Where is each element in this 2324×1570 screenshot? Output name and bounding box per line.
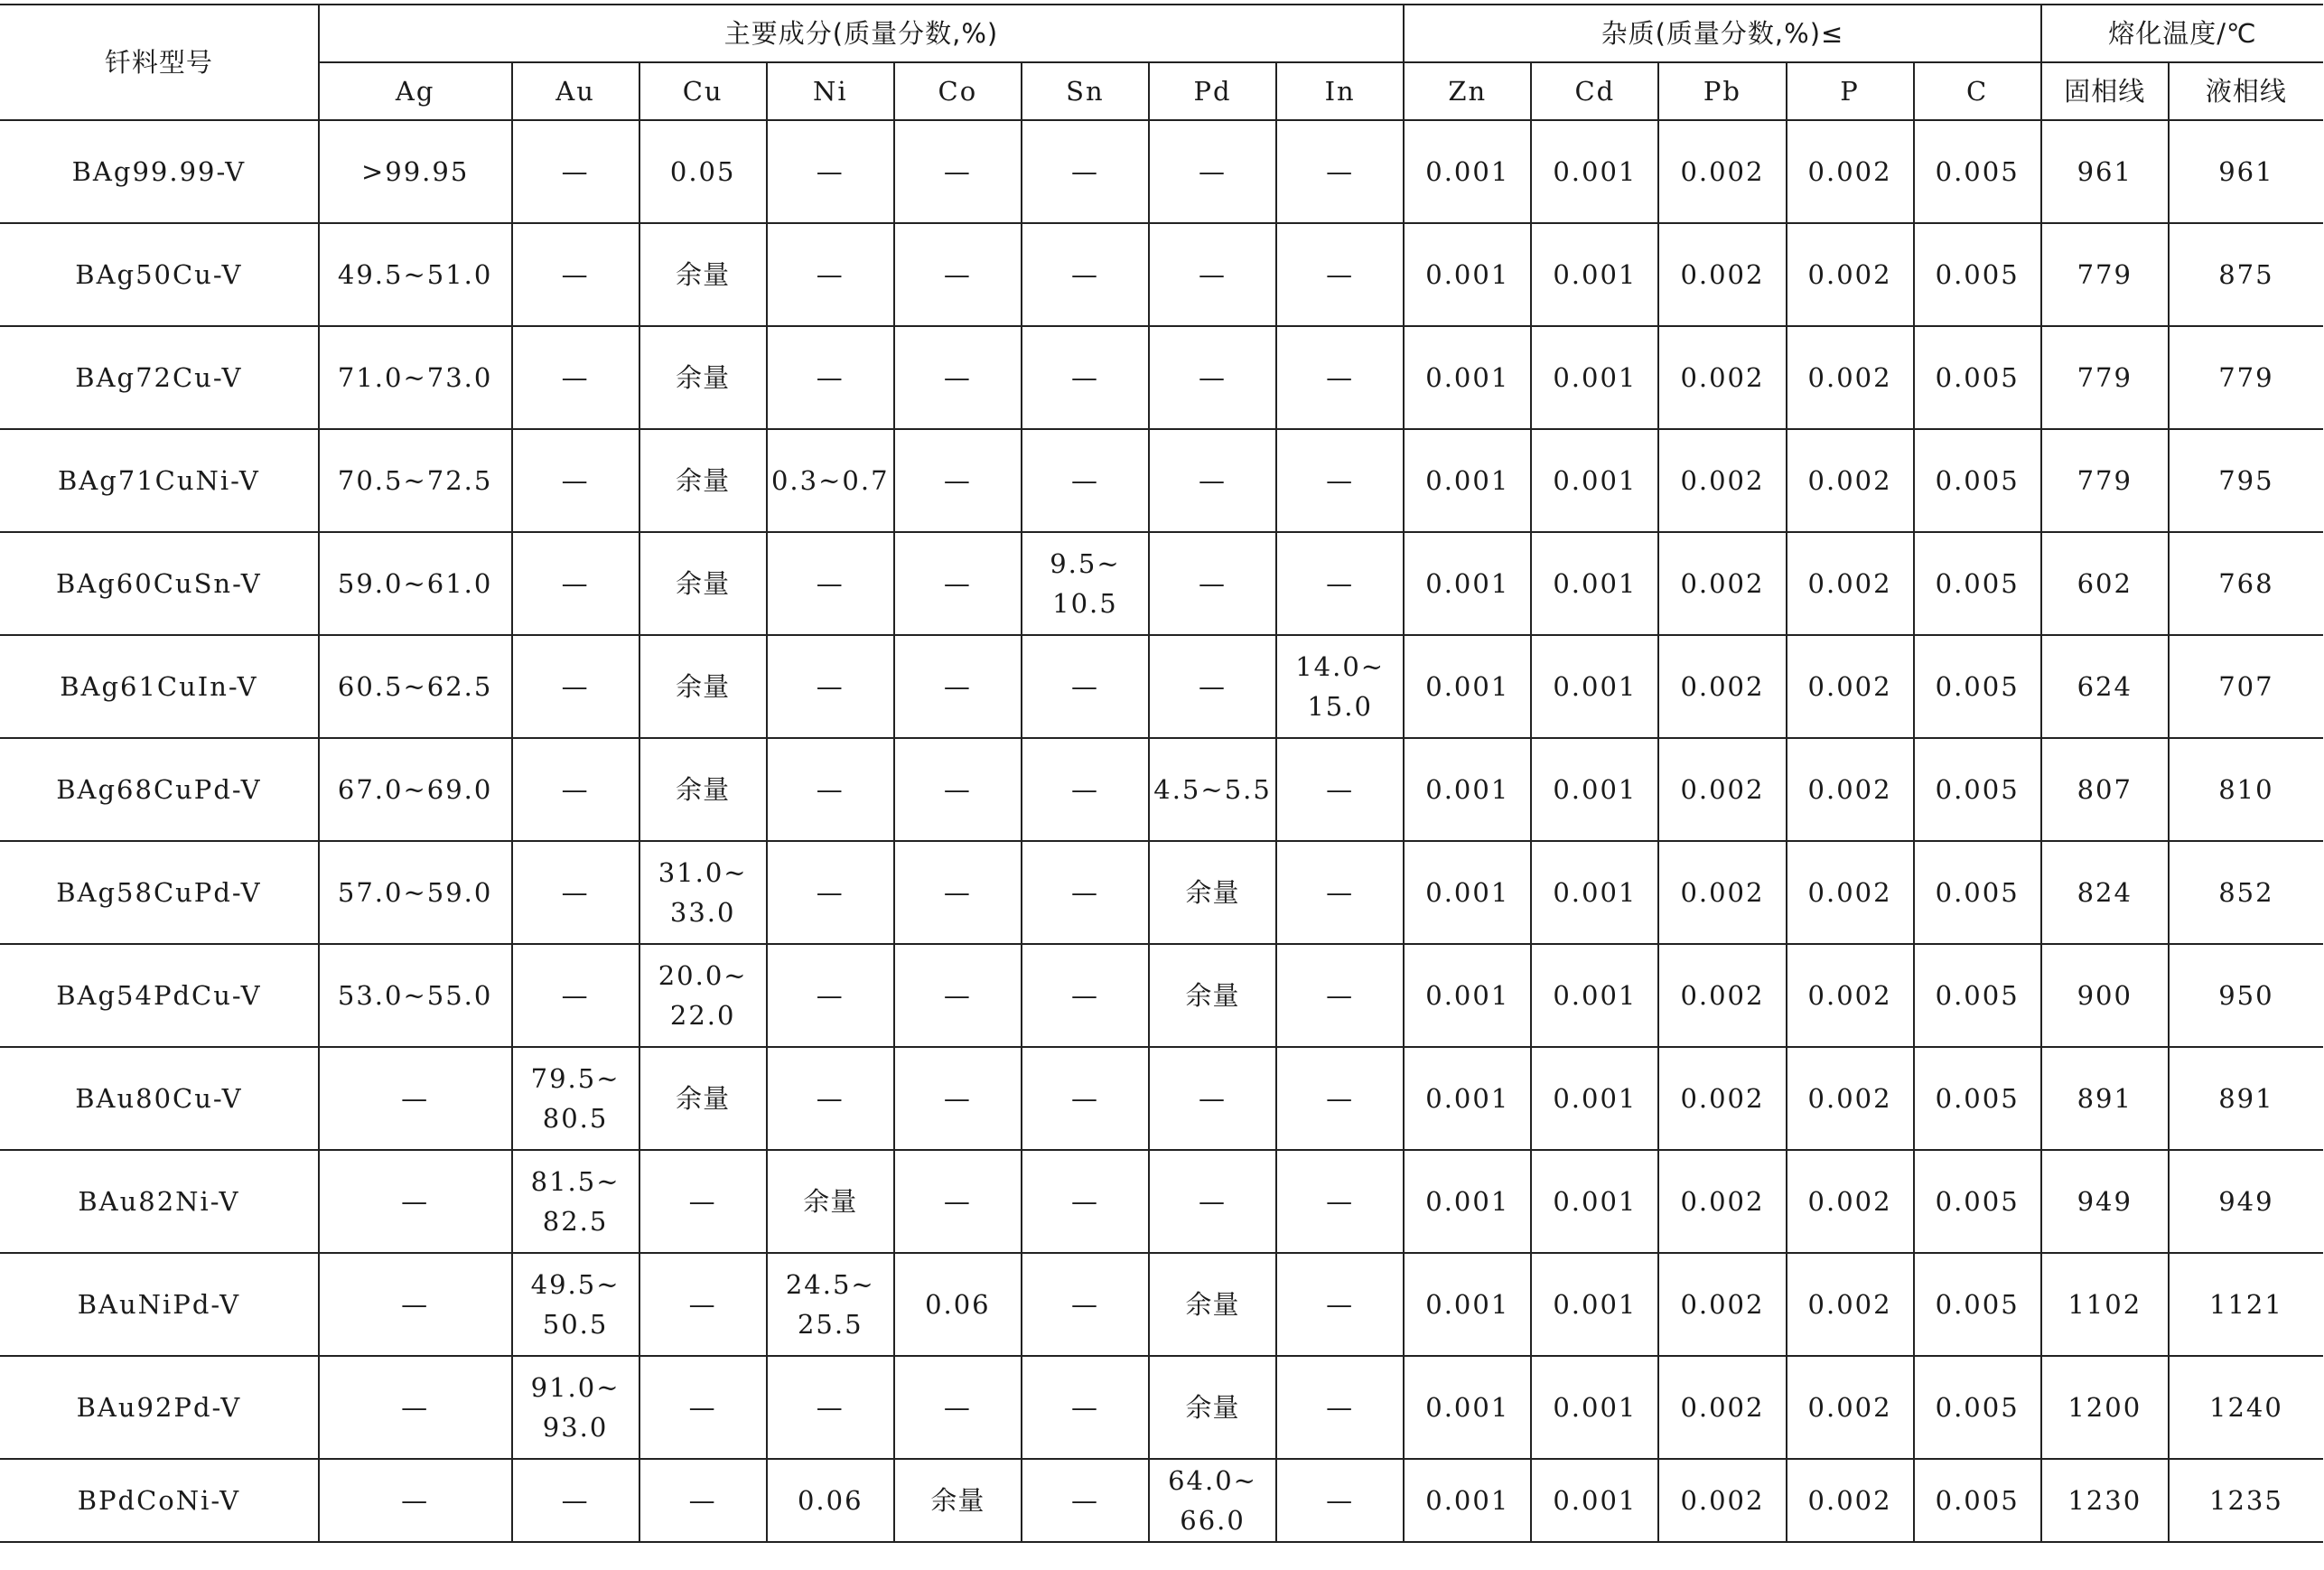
cell-liquidus: 768 [2169, 532, 2323, 635]
cell-au: — [512, 944, 639, 1047]
cell-sn: — [1022, 1356, 1149, 1459]
cell-sn: — [1022, 1047, 1149, 1150]
cell-p: 0.002 [1787, 1047, 1914, 1150]
table-row [0, 1356, 2323, 1459]
cell-solidus: 900 [2041, 944, 2169, 1047]
cell-pb: 0.002 [1658, 1047, 1786, 1150]
cell-liquidus: 795 [2169, 429, 2323, 532]
cell-cd: 0.001 [1531, 120, 1658, 223]
cell-cu: 20.0~22.0 [639, 944, 767, 1047]
cell-pd: 余量 [1149, 944, 1276, 1047]
header-row-columns [0, 62, 2323, 120]
cell-sn: — [1022, 1459, 1149, 1542]
cell-p: 0.002 [1787, 944, 1914, 1047]
cell-pd: — [1149, 1150, 1276, 1253]
cell-pd: — [1149, 1047, 1276, 1150]
cell-ag: 53.0~55.0 [319, 944, 512, 1047]
header-col-liquidus: 液相线 [2169, 62, 2323, 120]
cell-pb: 0.002 [1658, 1150, 1786, 1253]
header-col-pd: Pd [1149, 62, 1276, 120]
table-row [0, 1150, 2323, 1253]
cell-ag: >99.95 [319, 120, 512, 223]
cell-zn: 0.001 [1404, 944, 1531, 1047]
cell-liquidus: 779 [2169, 326, 2323, 429]
cell-ag: — [319, 1150, 512, 1253]
cell-cd: 0.001 [1531, 223, 1658, 326]
cell-pd: — [1149, 635, 1276, 738]
cell-zn: 0.001 [1404, 1356, 1531, 1459]
header-col-ni: Ni [767, 62, 894, 120]
header-col-au: Au [512, 62, 639, 120]
cell-au: 91.0~93.0 [512, 1356, 639, 1459]
cell-ni: — [767, 841, 894, 944]
cell-sn: 9.5~10.5 [1022, 532, 1149, 635]
cell-co: — [894, 326, 1022, 429]
cell-c: 0.005 [1914, 1356, 2041, 1459]
cell-cd: 0.001 [1531, 1253, 1658, 1356]
cell-model: BAg54PdCu-V [0, 944, 319, 1047]
table-row [0, 944, 2323, 1047]
cell-p: 0.002 [1787, 120, 1914, 223]
cell-in: — [1276, 738, 1404, 841]
cell-liquidus: 1121 [2169, 1253, 2323, 1356]
cell-cd: 0.001 [1531, 944, 1658, 1047]
cell-ni: 24.5~25.5 [767, 1253, 894, 1356]
cell-zn: 0.001 [1404, 1047, 1531, 1150]
cell-zn: 0.001 [1404, 120, 1531, 223]
cell-sn: — [1022, 738, 1149, 841]
cell-co: — [894, 944, 1022, 1047]
table-row [0, 532, 2323, 635]
cell-model: BAg72Cu-V [0, 326, 319, 429]
header-col-in: In [1276, 62, 1404, 120]
cell-au: — [512, 635, 639, 738]
cell-au: — [512, 326, 639, 429]
cell-p: 0.002 [1787, 429, 1914, 532]
cell-liquidus: 1235 [2169, 1459, 2323, 1542]
cell-pd: 4.5~5.5 [1149, 738, 1276, 841]
cell-c: 0.005 [1914, 1047, 2041, 1150]
cell-solidus: 949 [2041, 1150, 2169, 1253]
cell-ag: 60.5~62.5 [319, 635, 512, 738]
cell-p: 0.002 [1787, 326, 1914, 429]
cell-in: — [1276, 532, 1404, 635]
cell-sn: — [1022, 429, 1149, 532]
cell-c: 0.005 [1914, 532, 2041, 635]
cell-in: — [1276, 1253, 1404, 1356]
cell-p: 0.002 [1787, 532, 1914, 635]
cell-ag: 70.5~72.5 [319, 429, 512, 532]
cell-cd: 0.001 [1531, 738, 1658, 841]
cell-zn: 0.001 [1404, 429, 1531, 532]
cell-pd: 余量 [1149, 1356, 1276, 1459]
cell-c: 0.005 [1914, 120, 2041, 223]
header-col-ag: Ag [319, 62, 512, 120]
cell-in: 14.0~15.0 [1276, 635, 1404, 738]
cell-pb: 0.002 [1658, 944, 1786, 1047]
cell-zn: 0.001 [1404, 223, 1531, 326]
table-row [0, 738, 2323, 841]
cell-cd: 0.001 [1531, 1047, 1658, 1150]
cell-sn: — [1022, 1253, 1149, 1356]
cell-pd: — [1149, 223, 1276, 326]
cell-solidus: 961 [2041, 120, 2169, 223]
cell-model: BPdCoNi-V [0, 1459, 319, 1542]
table-row [0, 326, 2323, 429]
cell-cu: 31.0~33.0 [639, 841, 767, 944]
cell-c: 0.005 [1914, 326, 2041, 429]
cell-cu: 余量 [639, 532, 767, 635]
cell-cd: 0.001 [1531, 1150, 1658, 1253]
cell-ni: — [767, 1356, 894, 1459]
cell-ag: 71.0~73.0 [319, 326, 512, 429]
cell-au: — [512, 429, 639, 532]
cell-liquidus: 852 [2169, 841, 2323, 944]
header-melting-temp: 熔化温度/℃ [2041, 5, 2323, 62]
cell-solidus: 779 [2041, 223, 2169, 326]
cell-cd: 0.001 [1531, 841, 1658, 944]
cell-au: — [512, 738, 639, 841]
header-col-cd: Cd [1531, 62, 1658, 120]
table-row [0, 841, 2323, 944]
cell-solidus: 1230 [2041, 1459, 2169, 1542]
cell-pd: — [1149, 120, 1276, 223]
cell-sn: — [1022, 1150, 1149, 1253]
cell-in: — [1276, 1150, 1404, 1253]
cell-zn: 0.001 [1404, 1150, 1531, 1253]
cell-ni: — [767, 635, 894, 738]
header-col-p: P [1787, 62, 1914, 120]
cell-pb: 0.002 [1658, 532, 1786, 635]
cell-zn: 0.001 [1404, 738, 1531, 841]
cell-c: 0.005 [1914, 738, 2041, 841]
cell-zn: 0.001 [1404, 1459, 1531, 1542]
table-row [0, 120, 2323, 223]
cell-c: 0.005 [1914, 841, 2041, 944]
cell-cu: 余量 [639, 1047, 767, 1150]
cell-sn: — [1022, 944, 1149, 1047]
cell-cu: 余量 [639, 635, 767, 738]
cell-co: — [894, 1047, 1022, 1150]
cell-au: — [512, 532, 639, 635]
cell-ni: — [767, 738, 894, 841]
cell-pb: 0.002 [1658, 635, 1786, 738]
cell-liquidus: 707 [2169, 635, 2323, 738]
cell-co: — [894, 635, 1022, 738]
cell-p: 0.002 [1787, 1459, 1914, 1542]
cell-au: — [512, 841, 639, 944]
cell-c: 0.005 [1914, 429, 2041, 532]
cell-c: 0.005 [1914, 1150, 2041, 1253]
table-row [0, 635, 2323, 738]
cell-liquidus: 810 [2169, 738, 2323, 841]
cell-ag: — [319, 1356, 512, 1459]
cell-liquidus: 950 [2169, 944, 2323, 1047]
cell-co: — [894, 223, 1022, 326]
cell-sn: — [1022, 120, 1149, 223]
cell-c: 0.005 [1914, 1459, 2041, 1542]
cell-p: 0.002 [1787, 1150, 1914, 1253]
cell-cu: 余量 [639, 738, 767, 841]
cell-ni: 0.06 [767, 1459, 894, 1542]
cell-co: 0.06 [894, 1253, 1022, 1356]
cell-sn: — [1022, 326, 1149, 429]
cell-au: 79.5~80.5 [512, 1047, 639, 1150]
cell-zn: 0.001 [1404, 1253, 1531, 1356]
cell-cu: 余量 [639, 223, 767, 326]
cell-zn: 0.001 [1404, 532, 1531, 635]
cell-p: 0.002 [1787, 223, 1914, 326]
cell-solidus: 1102 [2041, 1253, 2169, 1356]
header-col-c: C [1914, 62, 2041, 120]
table-row [0, 429, 2323, 532]
cell-pd: 64.0~66.0 [1149, 1459, 1276, 1542]
cell-cd: 0.001 [1531, 326, 1658, 429]
cell-co: — [894, 429, 1022, 532]
header-impurities: 杂质(质量分数,%)≤ [1404, 5, 2041, 62]
cell-zn: 0.001 [1404, 841, 1531, 944]
cell-in: — [1276, 429, 1404, 532]
cell-pd: — [1149, 326, 1276, 429]
cell-pb: 0.002 [1658, 1356, 1786, 1459]
cell-cd: 0.001 [1531, 1459, 1658, 1542]
cell-c: 0.005 [1914, 223, 2041, 326]
header-col-cu: Cu [639, 62, 767, 120]
cell-pd: — [1149, 429, 1276, 532]
cell-cu: — [639, 1150, 767, 1253]
cell-solidus: 779 [2041, 326, 2169, 429]
cell-solidus: 807 [2041, 738, 2169, 841]
cell-sn: — [1022, 841, 1149, 944]
cell-ag: 59.0~61.0 [319, 532, 512, 635]
cell-model: BAg61CuIn-V [0, 635, 319, 738]
header-model: 钎料型号 [0, 5, 319, 120]
cell-model: BAg99.99-V [0, 120, 319, 223]
cell-ag: — [319, 1459, 512, 1542]
cell-ni: — [767, 120, 894, 223]
cell-model: BAuNiPd-V [0, 1253, 319, 1356]
header-col-sn: Sn [1022, 62, 1149, 120]
cell-c: 0.005 [1914, 1253, 2041, 1356]
cell-sn: — [1022, 635, 1149, 738]
cell-cd: 0.001 [1531, 1356, 1658, 1459]
cell-pb: 0.002 [1658, 1459, 1786, 1542]
cell-pb: 0.002 [1658, 738, 1786, 841]
cell-au: — [512, 223, 639, 326]
cell-c: 0.005 [1914, 635, 2041, 738]
header-col-co: Co [894, 62, 1022, 120]
brazing-alloy-table [0, 4, 2323, 1543]
header-col-zn: Zn [1404, 62, 1531, 120]
cell-model: BAg58CuPd-V [0, 841, 319, 944]
cell-model: BAu82Ni-V [0, 1150, 319, 1253]
cell-ni: — [767, 326, 894, 429]
cell-model: BAg60CuSn-V [0, 532, 319, 635]
cell-zn: 0.001 [1404, 326, 1531, 429]
cell-solidus: 624 [2041, 635, 2169, 738]
cell-model: BAg68CuPd-V [0, 738, 319, 841]
cell-co: — [894, 841, 1022, 944]
cell-solidus: 824 [2041, 841, 2169, 944]
cell-pb: 0.002 [1658, 841, 1786, 944]
cell-ag: — [319, 1253, 512, 1356]
header-col-pb: Pb [1658, 62, 1786, 120]
cell-pd: 余量 [1149, 841, 1276, 944]
cell-p: 0.002 [1787, 1356, 1914, 1459]
cell-co: — [894, 120, 1022, 223]
header-main-components: 主要成分(质量分数,%) [319, 5, 1404, 62]
table-body [0, 120, 2323, 1542]
cell-model: BAg50Cu-V [0, 223, 319, 326]
cell-liquidus: 961 [2169, 120, 2323, 223]
cell-model: BAu80Cu-V [0, 1047, 319, 1150]
cell-in: — [1276, 1047, 1404, 1150]
cell-in: — [1276, 1356, 1404, 1459]
cell-liquidus: 1240 [2169, 1356, 2323, 1459]
cell-pb: 0.002 [1658, 429, 1786, 532]
header-row-groups [0, 5, 2323, 62]
table-row [0, 223, 2323, 326]
cell-ni: — [767, 1047, 894, 1150]
cell-pd: 余量 [1149, 1253, 1276, 1356]
cell-pd: — [1149, 532, 1276, 635]
cell-co: 余量 [894, 1459, 1022, 1542]
cell-in: — [1276, 944, 1404, 1047]
cell-liquidus: 891 [2169, 1047, 2323, 1150]
cell-p: 0.002 [1787, 635, 1914, 738]
cell-solidus: 779 [2041, 429, 2169, 532]
cell-solidus: 602 [2041, 532, 2169, 635]
cell-cd: 0.001 [1531, 635, 1658, 738]
cell-cd: 0.001 [1531, 429, 1658, 532]
cell-ag: 49.5~51.0 [319, 223, 512, 326]
cell-p: 0.002 [1787, 738, 1914, 841]
table-header [0, 5, 2323, 120]
cell-ag: — [319, 1047, 512, 1150]
cell-sn: — [1022, 223, 1149, 326]
cell-in: — [1276, 1459, 1404, 1542]
cell-ni: — [767, 532, 894, 635]
cell-zn: 0.001 [1404, 635, 1531, 738]
cell-cd: 0.001 [1531, 532, 1658, 635]
cell-in: — [1276, 223, 1404, 326]
cell-pb: 0.002 [1658, 1253, 1786, 1356]
cell-ni: — [767, 944, 894, 1047]
cell-pb: 0.002 [1658, 326, 1786, 429]
cell-cu: 0.05 [639, 120, 767, 223]
cell-au: — [512, 120, 639, 223]
cell-p: 0.002 [1787, 841, 1914, 944]
cell-in: — [1276, 120, 1404, 223]
table-row [0, 1253, 2323, 1356]
cell-liquidus: 875 [2169, 223, 2323, 326]
cell-solidus: 1200 [2041, 1356, 2169, 1459]
cell-au: 81.5~82.5 [512, 1150, 639, 1253]
cell-pb: 0.002 [1658, 223, 1786, 326]
cell-p: 0.002 [1787, 1253, 1914, 1356]
cell-cu: — [639, 1356, 767, 1459]
cell-ni: 0.3~0.7 [767, 429, 894, 532]
brazing-alloy-table-container [0, 4, 2323, 1543]
cell-cu: 余量 [639, 326, 767, 429]
table-row [0, 1047, 2323, 1150]
cell-co: — [894, 1356, 1022, 1459]
cell-model: BAu92Pd-V [0, 1356, 319, 1459]
cell-ni: 余量 [767, 1150, 894, 1253]
cell-in: — [1276, 841, 1404, 944]
cell-cu: 余量 [639, 429, 767, 532]
cell-cu: — [639, 1253, 767, 1356]
cell-solidus: 891 [2041, 1047, 2169, 1150]
cell-cu: — [639, 1459, 767, 1542]
cell-co: — [894, 738, 1022, 841]
table-row [0, 1459, 2323, 1542]
header-col-solidus: 固相线 [2041, 62, 2169, 120]
cell-ni: — [767, 223, 894, 326]
cell-in: — [1276, 326, 1404, 429]
cell-ag: 67.0~69.0 [319, 738, 512, 841]
cell-au: — [512, 1459, 639, 1542]
cell-model: BAg71CuNi-V [0, 429, 319, 532]
cell-ag: 57.0~59.0 [319, 841, 512, 944]
cell-pb: 0.002 [1658, 120, 1786, 223]
cell-c: 0.005 [1914, 944, 2041, 1047]
cell-co: — [894, 1150, 1022, 1253]
cell-liquidus: 949 [2169, 1150, 2323, 1253]
cell-co: — [894, 532, 1022, 635]
cell-au: 49.5~50.5 [512, 1253, 639, 1356]
